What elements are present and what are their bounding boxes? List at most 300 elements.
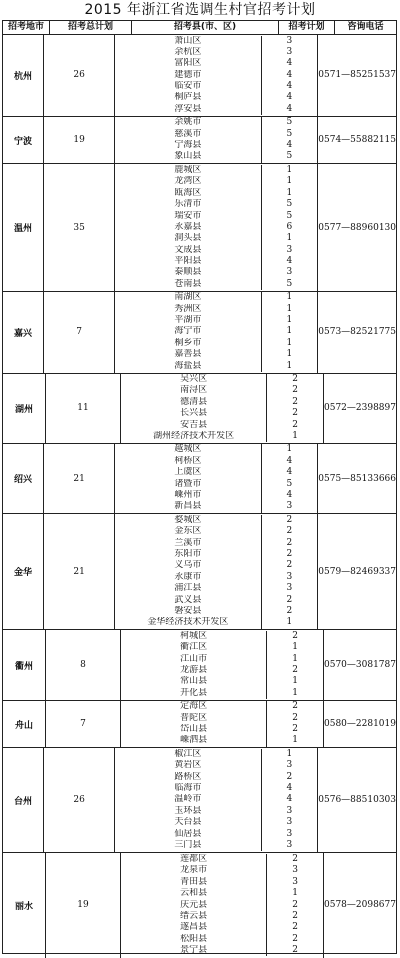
county-name: 松阳县	[121, 934, 267, 945]
county-name: 余姚市	[115, 117, 261, 128]
header-plan: 招考计划	[279, 21, 335, 34]
table-row	[121, 888, 323, 899]
county-name: 长兴县	[121, 408, 267, 419]
table-row	[115, 526, 317, 537]
county-name: 上虞区	[115, 467, 261, 478]
county-plan: 2	[286, 606, 293, 617]
table-row	[115, 361, 317, 372]
county-list	[115, 292, 318, 373]
county-plan: 1	[292, 653, 298, 664]
city-total: 26	[44, 748, 115, 852]
table-row	[115, 617, 317, 628]
county-name: 普陀区	[121, 713, 267, 724]
city-phone: 0576—88510303	[318, 795, 396, 806]
county-plan: 1	[286, 233, 293, 244]
county-plan: 3	[286, 267, 293, 278]
table-row	[115, 245, 317, 256]
table-row	[115, 783, 317, 794]
table-row	[115, 490, 317, 501]
city-name: 杭州	[3, 35, 44, 116]
city-name: 温州	[3, 164, 44, 290]
table-row	[121, 654, 323, 665]
county-list	[121, 853, 324, 958]
table-row	[115, 349, 317, 360]
county-name: 常山县	[121, 676, 267, 687]
county-list	[121, 374, 324, 443]
county-name: 湖州经济技术开发区	[121, 431, 267, 442]
table-row	[115, 479, 317, 490]
city-group	[3, 748, 396, 853]
city-total: 21	[44, 514, 115, 629]
table-row	[121, 385, 323, 396]
county-plan: 3	[286, 840, 293, 850]
county-plan: 4	[286, 783, 293, 794]
county-plan: 1	[286, 748, 293, 759]
table-row	[115, 279, 317, 290]
county-plan: 2	[292, 374, 298, 385]
table-row	[115, 583, 317, 594]
county-name: 萧山区	[115, 36, 261, 47]
county-name: 浦江县	[115, 583, 261, 594]
county-name: 苍南县	[115, 279, 261, 290]
city-name: 嘉兴	[3, 292, 44, 373]
county-name: 瑞安市	[115, 211, 261, 222]
table-row	[115, 104, 317, 115]
county-list	[115, 444, 318, 513]
table-row	[115, 176, 317, 187]
county-plan: 1	[286, 337, 293, 348]
county-name: 龙游县	[121, 665, 267, 676]
county-name: 平阳县	[115, 256, 261, 267]
table-row	[121, 642, 323, 653]
county-name: 婺城区	[115, 515, 261, 526]
table-row	[121, 408, 323, 419]
county-name: 嵊州市	[115, 490, 261, 501]
table-row	[115, 151, 317, 162]
city-name: 宁波	[3, 117, 44, 164]
table-row	[121, 676, 323, 687]
county-name: 南湖区	[115, 292, 261, 303]
city-total: 35	[44, 164, 115, 290]
city-group	[3, 374, 396, 444]
table-row	[115, 560, 317, 571]
county-name: 温岭市	[115, 794, 261, 805]
county-plan: 1	[292, 687, 298, 698]
table-row	[115, 794, 317, 805]
county-name: 磐安县	[115, 606, 261, 617]
table-row	[115, 338, 317, 349]
city-group	[3, 701, 396, 749]
table-row	[115, 501, 317, 512]
table-row	[115, 572, 317, 583]
county-name: 仙居县	[115, 829, 261, 840]
county-list	[121, 630, 324, 699]
city-name: 丽水	[3, 853, 46, 958]
city-phone: 0571—85251537	[318, 70, 396, 81]
county-name: 龙湾区	[115, 176, 261, 187]
table-row	[121, 877, 323, 888]
city-total: 7	[46, 701, 121, 748]
county-name: 泰顺县	[115, 267, 261, 278]
county-name: 莲都区	[121, 854, 267, 865]
county-plan: 2	[286, 537, 293, 548]
city-total: 19	[46, 853, 121, 958]
county-plan: 1	[292, 735, 298, 746]
table-row	[115, 58, 317, 69]
county-name: 鹿城区	[115, 165, 261, 176]
county-plan: 2	[292, 701, 298, 712]
county-plan: 2	[292, 396, 298, 407]
county-name: 新昌县	[115, 501, 261, 512]
city-total: 26	[44, 35, 115, 116]
county-name: 武义县	[115, 595, 261, 606]
county-name: 淳安县	[115, 104, 261, 115]
county-name: 象山县	[115, 151, 261, 162]
county-plan: 2	[286, 560, 293, 571]
county-name: 兰溪市	[115, 538, 261, 549]
county-name: 缙云县	[121, 911, 267, 922]
county-name: 遂昌县	[121, 922, 267, 933]
county-plan: 2	[286, 594, 293, 605]
county-name: 海宁市	[115, 326, 261, 337]
table-row	[115, 256, 317, 267]
table-row	[115, 140, 317, 151]
table-header	[3, 21, 396, 35]
county-plan: 5	[286, 128, 293, 139]
county-name: 临海市	[115, 783, 261, 794]
county-list	[115, 35, 318, 116]
table-row	[115, 199, 317, 210]
county-plan: 6	[286, 221, 293, 232]
recruitment-table	[2, 20, 397, 954]
county-plan: 4	[286, 794, 293, 805]
county-plan: 3	[286, 828, 293, 839]
county-plan: 4	[286, 467, 293, 478]
table-row	[115, 595, 317, 606]
table-row	[115, 188, 317, 199]
city-group	[3, 164, 396, 291]
header-phone: 咨询电话	[347, 22, 384, 32]
county-name: 路桥区	[115, 772, 261, 783]
county-name: 吴兴区	[121, 374, 267, 385]
county-plan: 3	[286, 35, 293, 46]
county-plan: 2	[292, 899, 298, 910]
county-name: 庆元县	[121, 900, 267, 911]
county-name: 永嘉县	[115, 222, 261, 233]
county-name: 开化县	[121, 688, 267, 699]
county-name: 金华经济技术开发区	[115, 617, 261, 628]
county-name: 桐庐县	[115, 92, 261, 103]
table-row	[115, 538, 317, 549]
county-plan: 1	[286, 315, 293, 326]
table-row	[121, 945, 323, 956]
table-body	[3, 35, 396, 958]
county-name: 柯城区	[121, 631, 267, 642]
city-phone: 0570—3081787	[324, 660, 396, 671]
table-row	[121, 724, 323, 735]
county-plan: 3	[286, 244, 293, 255]
table-row	[121, 735, 323, 746]
table-row	[121, 701, 323, 712]
county-plan: 5	[286, 151, 293, 162]
county-plan: 3	[286, 571, 293, 582]
table-row	[115, 47, 317, 58]
table-row	[121, 688, 323, 699]
table-row	[115, 444, 317, 455]
county-plan: 2	[292, 630, 298, 641]
table-row	[115, 292, 317, 303]
table-row	[115, 233, 317, 244]
table-row	[115, 456, 317, 467]
city-phone: 0578—2098677	[324, 900, 396, 911]
city-phone: 0572—2398897	[324, 403, 396, 414]
county-name: 南浔区	[121, 385, 267, 396]
table-row	[115, 129, 317, 140]
city-name: 绍兴	[3, 444, 44, 513]
county-name: 景宁县	[121, 945, 267, 956]
city-name: 台州	[3, 748, 44, 852]
table-row	[115, 760, 317, 771]
county-plan: 2	[292, 853, 298, 864]
city-group	[3, 292, 396, 374]
table-row	[115, 817, 317, 828]
county-name: 文成县	[115, 245, 261, 256]
county-name: 秀洲区	[115, 304, 261, 315]
city-total: 11	[46, 374, 121, 443]
county-plan: 2	[286, 526, 293, 537]
table-row	[115, 806, 317, 817]
county-plan: 1	[292, 676, 298, 687]
county-plan: 4	[286, 58, 293, 69]
county-plan: 1	[292, 431, 298, 442]
county-list	[115, 748, 318, 852]
table-row	[115, 549, 317, 560]
county-plan: 1	[286, 617, 293, 628]
table-row	[121, 900, 323, 911]
county-name: 宁海县	[115, 140, 261, 151]
county-name: 建德市	[115, 70, 261, 81]
table-row	[121, 713, 323, 724]
county-name: 定海区	[121, 701, 267, 712]
county-name: 云和县	[121, 888, 267, 899]
county-plan: 1	[292, 888, 298, 899]
table-row	[115, 515, 317, 526]
table-row	[115, 81, 317, 92]
county-name: 三门县	[115, 840, 261, 851]
city-phone: 0580—2281019	[324, 719, 396, 730]
table-row	[115, 92, 317, 103]
county-plan: 2	[292, 933, 298, 944]
city-total: 19	[44, 117, 115, 164]
county-plan: 4	[286, 103, 293, 114]
table-row	[115, 36, 317, 47]
county-plan: 3	[292, 865, 298, 876]
county-name: 德清县	[121, 397, 267, 408]
county-plan: 4	[286, 92, 293, 103]
county-name: 越城区	[115, 444, 261, 455]
table-row	[115, 326, 317, 337]
table-row	[121, 854, 323, 865]
county-plan: 2	[292, 712, 298, 723]
county-plan: 3	[286, 817, 293, 828]
county-plan: 4	[286, 455, 293, 466]
county-plan: 1	[286, 326, 293, 337]
table-row	[121, 865, 323, 876]
city-phone: 0579—82469337	[318, 566, 396, 577]
county-name: 义乌市	[115, 560, 261, 571]
table-row	[115, 222, 317, 233]
county-plan: 5	[286, 199, 293, 210]
county-name: 安吉县	[121, 420, 267, 431]
county-plan: 2	[292, 724, 298, 735]
county-plan: 2	[292, 945, 298, 956]
table-row	[121, 934, 323, 945]
county-plan: 1	[286, 187, 293, 198]
county-plan: 3	[286, 760, 293, 771]
table-row	[115, 211, 317, 222]
county-name: 诸暨市	[115, 479, 261, 490]
county-name: 衢江区	[121, 642, 267, 653]
county-plan: 2	[292, 665, 298, 676]
county-name: 黄岩区	[115, 760, 261, 771]
table-row	[115, 749, 317, 760]
county-plan: 1	[286, 176, 293, 187]
table-row	[121, 374, 323, 385]
table-row	[115, 304, 317, 315]
table-row	[115, 467, 317, 478]
table-row	[115, 117, 317, 128]
county-plan: 1	[292, 642, 298, 653]
county-plan: 2	[292, 419, 298, 430]
county-plan: 3	[286, 805, 293, 816]
county-plan: 1	[286, 292, 293, 303]
header-total: 招考总计划	[50, 21, 132, 34]
table-row	[115, 165, 317, 176]
county-name: 东阳市	[115, 549, 261, 560]
county-name: 乐清市	[115, 199, 261, 210]
city-name: 舟山	[3, 701, 46, 748]
county-name: 瓯海区	[115, 188, 261, 199]
county-plan: 2	[286, 549, 293, 560]
county-plan: 4	[286, 256, 293, 267]
county-name: 青田县	[121, 877, 267, 888]
table-row	[121, 631, 323, 642]
county-plan: 1	[286, 360, 293, 371]
county-name: 嘉善县	[115, 349, 261, 360]
header-county: 招考县(市、区)	[132, 21, 279, 34]
county-plan: 1	[286, 303, 293, 314]
county-name: 嵊泗县	[121, 735, 267, 746]
county-name: 海盐县	[115, 361, 261, 372]
county-plan: 5	[286, 478, 293, 489]
county-name: 永康市	[115, 572, 261, 583]
county-name: 椒江区	[115, 749, 261, 760]
county-plan: 2	[292, 922, 298, 933]
county-plan: 5	[286, 278, 293, 289]
county-plan: 2	[286, 514, 293, 525]
table-row	[121, 397, 323, 408]
county-plan: 2	[292, 408, 298, 419]
county-plan: 2	[292, 910, 298, 921]
county-list	[115, 164, 318, 290]
city-group	[3, 444, 396, 514]
city-phone: 0573—82521775	[318, 327, 396, 338]
city-phone: 0575—85133666	[318, 473, 396, 484]
county-name: 金东区	[115, 526, 261, 537]
table-row	[121, 911, 323, 922]
table-row	[115, 829, 317, 840]
county-name: 洞头县	[115, 233, 261, 244]
county-plan: 1	[286, 164, 293, 175]
county-name: 玉环县	[115, 806, 261, 817]
city-total: 8	[46, 630, 121, 699]
county-name: 平湖市	[115, 315, 261, 326]
county-name: 余杭区	[115, 47, 261, 58]
county-plan: 1	[286, 349, 293, 360]
city-phone: 0574—55882115	[318, 135, 396, 146]
table-row	[121, 665, 323, 676]
county-name: 天台县	[115, 817, 261, 828]
county-name: 岱山县	[121, 724, 267, 735]
county-plan: 4	[286, 490, 293, 501]
table-row	[115, 606, 317, 617]
county-plan: 4	[286, 140, 293, 151]
city-name: 金华	[3, 514, 44, 629]
county-name: 龙泉市	[121, 865, 267, 876]
county-name: 富阳区	[115, 58, 261, 69]
table-row	[115, 840, 317, 851]
table-row	[115, 772, 317, 783]
county-plan: 5	[286, 117, 293, 128]
county-list	[115, 117, 318, 164]
county-plan: 4	[286, 81, 293, 92]
city-phone: 0577—88960130	[318, 222, 396, 233]
county-plan: 3	[286, 583, 293, 594]
county-name: 桐乡市	[115, 338, 261, 349]
county-name: 江山市	[121, 654, 267, 665]
county-name: 临安市	[115, 81, 261, 92]
city-name: 衢州	[3, 630, 46, 699]
county-name: 柯桥区	[115, 456, 261, 467]
county-plan: 3	[292, 876, 298, 887]
county-name: 慈溪市	[115, 129, 261, 140]
county-plan: 5	[286, 210, 293, 221]
city-group	[3, 630, 396, 700]
county-plan: 3	[286, 501, 293, 512]
county-plan: 2	[292, 385, 298, 396]
county-plan: 4	[286, 69, 293, 80]
city-total: 21	[44, 444, 115, 513]
city-group	[3, 853, 396, 958]
table-row	[121, 431, 323, 442]
city-group	[3, 117, 396, 165]
table-row	[115, 267, 317, 278]
page-title: 2015 年浙江省选调生村官招考计划	[84, 2, 316, 18]
header-city: 招考地市	[3, 21, 50, 34]
county-list	[121, 701, 324, 748]
city-name: 湖州	[3, 374, 46, 443]
table-row	[121, 922, 323, 933]
county-list	[115, 514, 318, 629]
county-plan: 3	[286, 46, 293, 57]
table-row	[115, 315, 317, 326]
table-row	[121, 420, 323, 431]
county-plan: 1	[286, 444, 293, 455]
city-group	[3, 35, 396, 117]
city-total: 7	[44, 292, 115, 373]
city-group	[3, 514, 396, 630]
table-row	[115, 70, 317, 81]
